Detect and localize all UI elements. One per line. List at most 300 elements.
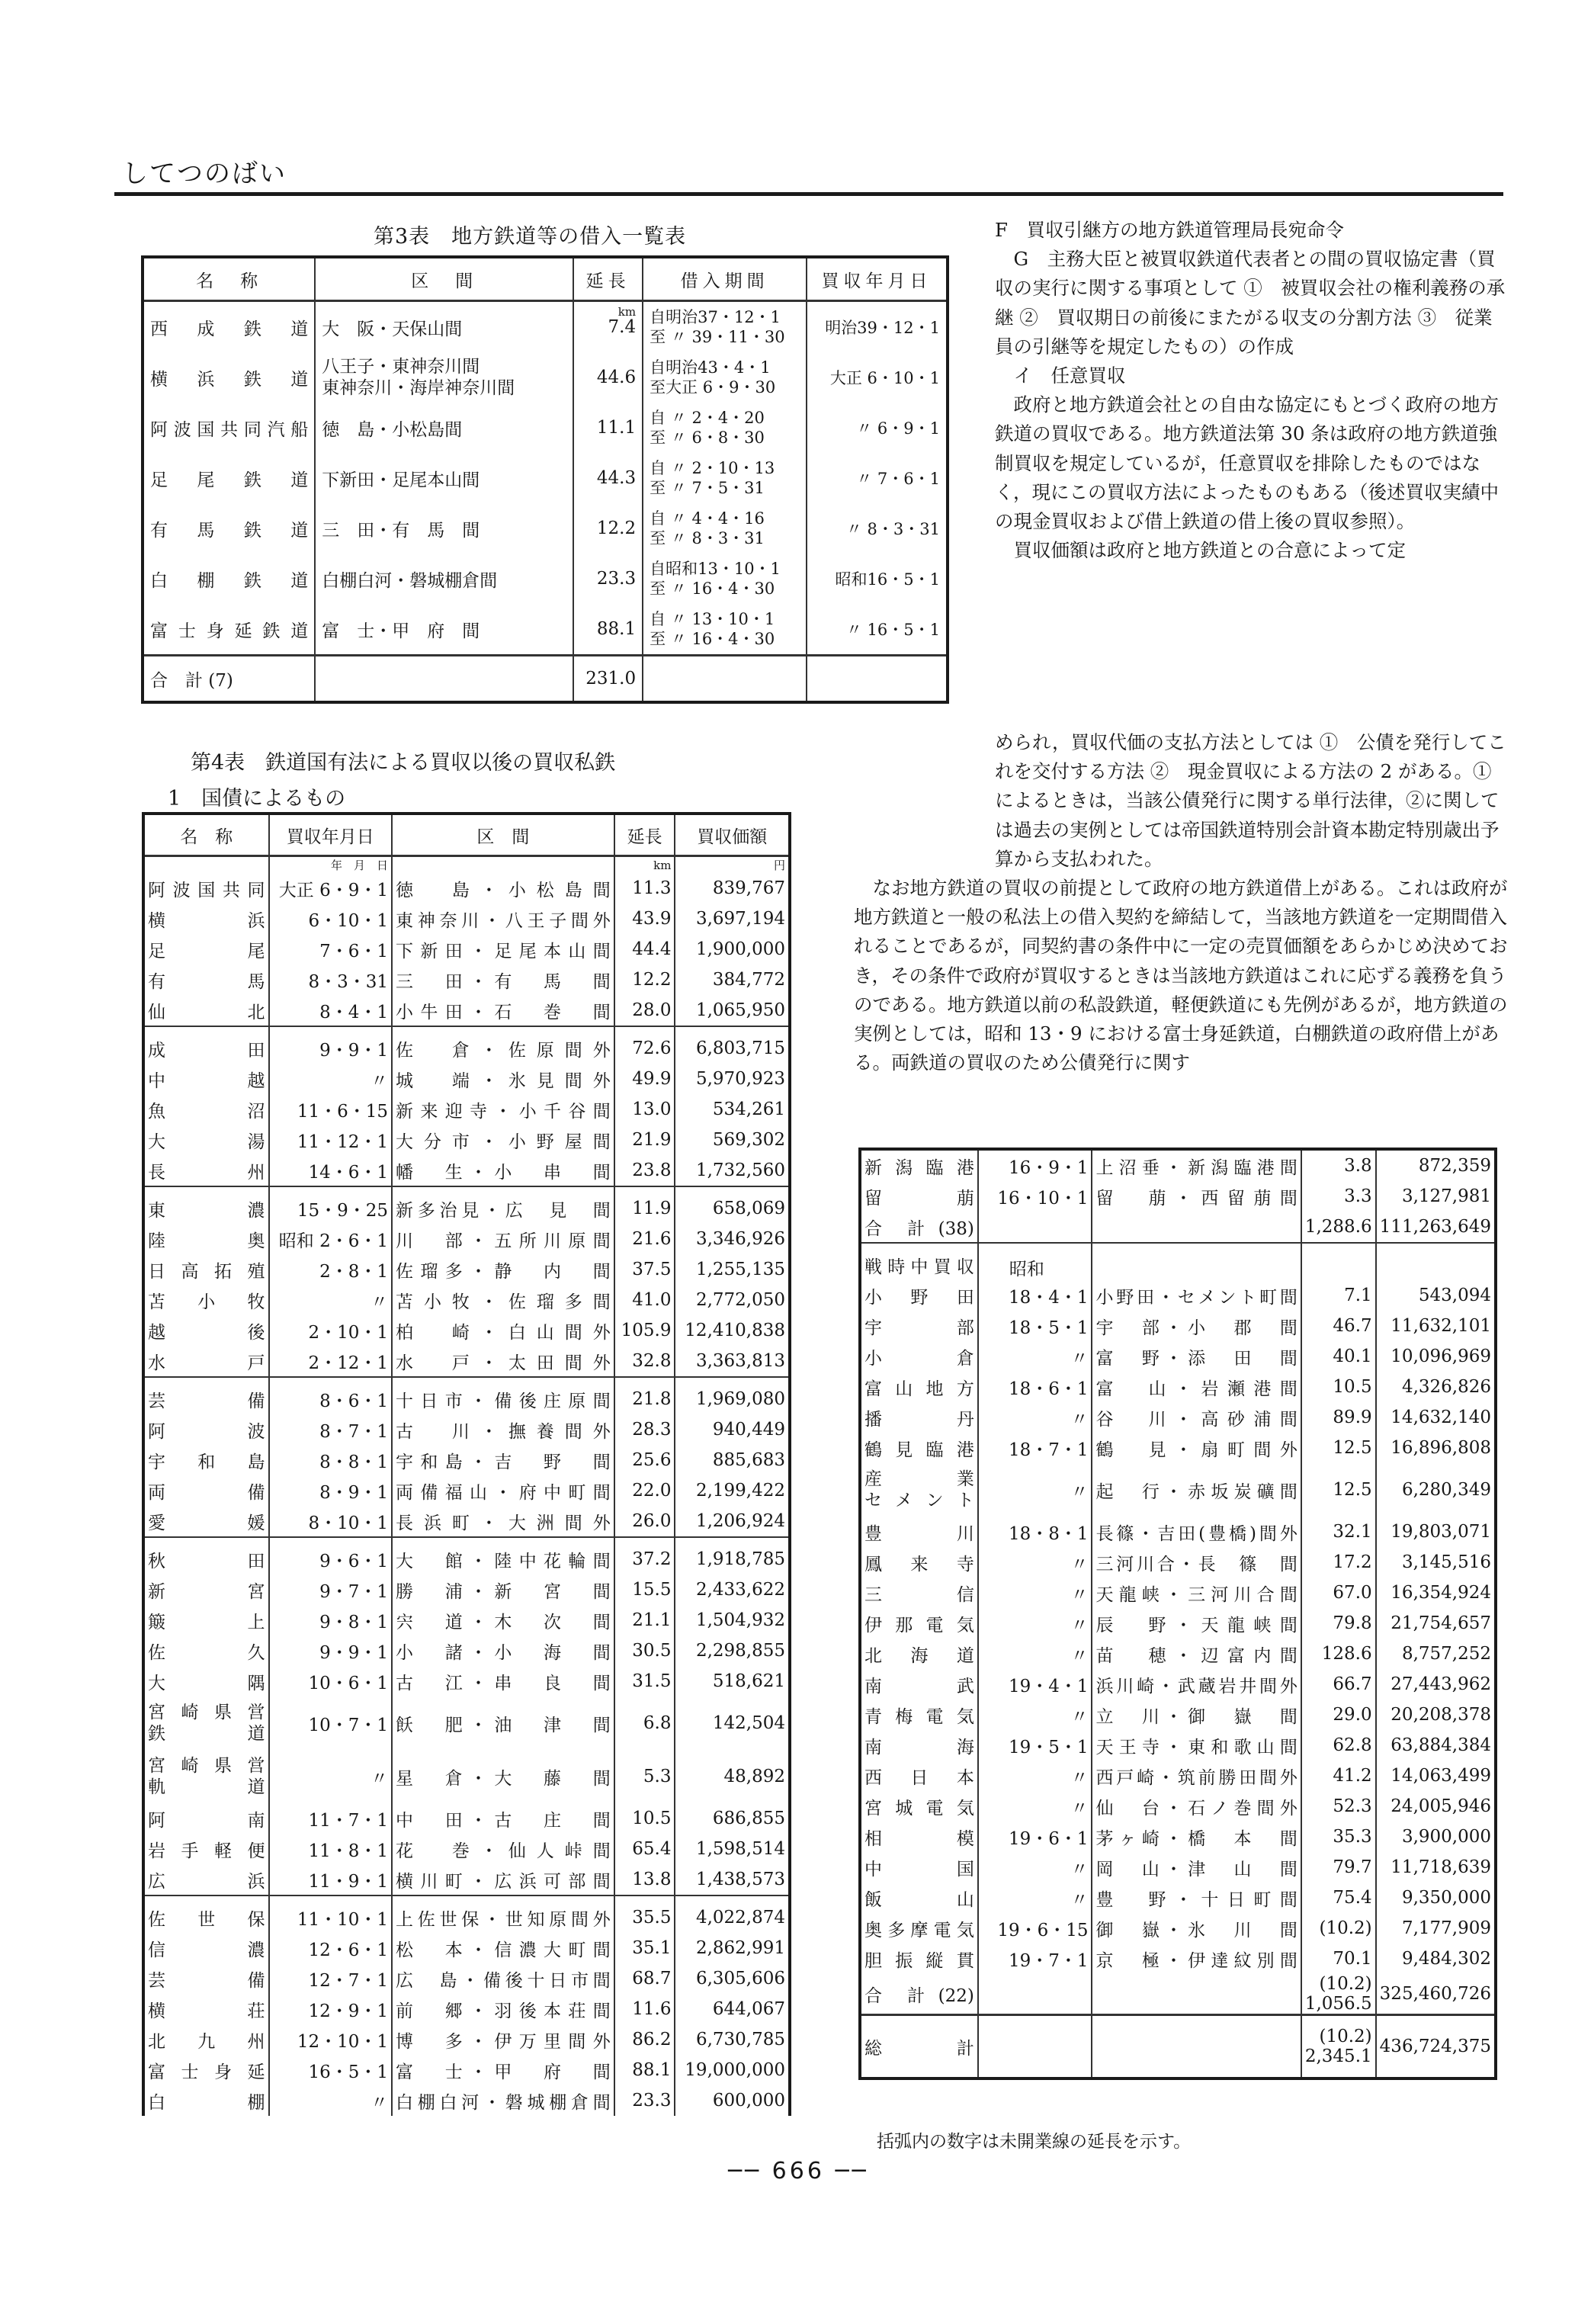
length: 37.2 xyxy=(614,1537,675,1574)
table4-row xyxy=(860,1791,1496,1822)
railway-name: 信 濃 xyxy=(148,1940,265,1960)
section: 上佐世保・世知原間外 xyxy=(392,1895,614,1933)
length: 15.5 xyxy=(614,1574,675,1605)
total-length-cell xyxy=(1301,1212,1376,1243)
paragraph-lease: なお地方鉄道の買収の前提として政府の地方鉄道借上がある。これは政府が地方鉄道と一般の私法上の借入契約を締結して，当該地方鉄道を一定期間借入れることであるが，同契約書の条件中に一定の売買価額をあらかじめ決めておき，その条件で政府が買収するときは当該地方鉄道はこれに応ずる義務を負うのである。地方鉄道以前の私設鉄道，軽便鉄道にも先例があるが，地方鉄道の実例としては，昭和 13・9 における富士身延鉄道，白棚鉄道の政府借上がある。両鉄道の買収のため公債発行に関す xyxy=(854,877,1508,1074)
price: 4,022,874 xyxy=(675,1895,790,1933)
purchase-date: 11・9・1 xyxy=(269,1864,392,1895)
section: 苫小牧・佐瑠多間 xyxy=(392,1285,614,1315)
purchase-date: 〃 7・6・1 xyxy=(807,453,948,503)
purchase-date: 2・10・1 xyxy=(269,1315,392,1346)
purchase-date: 11・7・1 xyxy=(269,1803,392,1834)
price: 63,884,384 xyxy=(1376,1730,1496,1761)
purchase-date: 8・4・1 xyxy=(269,995,392,1026)
railway-name: 成 田 xyxy=(148,1040,265,1061)
railway-name: 愛 媛 xyxy=(148,1513,265,1533)
price: 2,298,855 xyxy=(675,1635,790,1666)
railway-name: 簸 上 xyxy=(148,1612,265,1632)
table4-row xyxy=(860,1700,1496,1730)
table3 xyxy=(141,255,949,704)
table4-row xyxy=(143,1750,790,1803)
length-cell xyxy=(573,352,643,403)
length: 12.2 xyxy=(596,518,637,538)
purchase-date: 16・9・1 xyxy=(978,1149,1092,1181)
length: 89.9 xyxy=(1301,1402,1376,1433)
table4-row xyxy=(860,1761,1496,1791)
railway-name: 白棚鉄道 xyxy=(143,554,315,604)
table4-row xyxy=(860,1433,1496,1463)
section: 宍 道・木 次 間 xyxy=(392,1605,614,1635)
section: 京 極・伊達紋別間 xyxy=(1092,1944,1301,1974)
railway-name: 北海道 xyxy=(864,1645,974,1666)
table4-row xyxy=(860,1372,1496,1402)
railway-name: 鶴見臨港 xyxy=(864,1440,974,1460)
table4-row xyxy=(143,1285,790,1315)
table4-row xyxy=(860,1913,1496,1944)
railway-name-cell xyxy=(860,1463,978,1517)
section: 苗 穂・辺富内間 xyxy=(1092,1639,1301,1669)
table4-total-row xyxy=(860,1212,1496,1243)
table3-row xyxy=(143,352,948,403)
length: 62.8 xyxy=(1301,1730,1376,1761)
length: 41.2 xyxy=(1301,1761,1376,1791)
section: 柏 崎・白山間外 xyxy=(392,1315,614,1346)
railway-name: 青梅電気 xyxy=(864,1706,974,1727)
section: 佐瑠多・静 内 間 xyxy=(392,1254,614,1285)
railway-name-cell xyxy=(143,1315,269,1346)
table4-row xyxy=(860,1608,1496,1639)
length-cell xyxy=(573,453,643,503)
railway-name: 南 海 xyxy=(864,1737,974,1757)
period-from: 自 〃 13・10・1 xyxy=(650,610,775,628)
table4-row xyxy=(860,1280,1496,1311)
table4-row xyxy=(143,1834,790,1864)
section: 富 野・添 田 間 xyxy=(1092,1341,1301,1372)
length: 7.4 xyxy=(608,317,637,337)
length: 6.8 xyxy=(614,1696,675,1750)
section: 小牛田・石 巻 間 xyxy=(392,995,614,1026)
price: 24,005,946 xyxy=(1376,1791,1496,1822)
length: 11.9 xyxy=(614,1186,675,1224)
section: 宇和島・吉 野 間 xyxy=(392,1445,614,1475)
table4-row xyxy=(143,1963,790,1994)
price: 1,732,560 xyxy=(675,1155,790,1186)
length: 88.1 xyxy=(596,619,637,639)
purchase-date: 19・6・1 xyxy=(978,1822,1092,1852)
section: 幡 生・小 串 間 xyxy=(392,1155,614,1186)
section: 前 郷・羽後本荘間 xyxy=(392,1994,614,2024)
period-to: 至 〃 16・4・30 xyxy=(650,630,775,648)
railway-name-cell xyxy=(143,1834,269,1864)
table4-row xyxy=(143,1537,790,1574)
section: 天龍峡・三河川合間 xyxy=(1092,1578,1301,1608)
table3-total-row xyxy=(143,656,948,703)
length: 5.3 xyxy=(614,1750,675,1803)
total-label: 合 計 (38) xyxy=(860,1212,978,1243)
price: 10,096,969 xyxy=(1376,1341,1496,1372)
purchase-date: 〃 xyxy=(978,1761,1092,1791)
table4-col-price: 買収価額 xyxy=(675,814,790,856)
purchase-date: 〃 xyxy=(978,1341,1092,1372)
unopened-length: (10.2) xyxy=(1319,2027,1372,2046)
railway-name-cell xyxy=(143,1346,269,1377)
page-number-value: 666 xyxy=(771,2158,825,2184)
price: 569,302 xyxy=(675,1125,790,1155)
section: 中 田・古 庄 間 xyxy=(392,1803,614,1834)
price: 11,718,639 xyxy=(1376,1852,1496,1883)
railway-name-cell xyxy=(860,1669,978,1700)
length: 26.0 xyxy=(614,1506,675,1537)
total-price: 325,460,726 xyxy=(1376,1974,1496,2015)
unit-km: km xyxy=(614,856,675,874)
period-from: 自明治37・12・1 xyxy=(650,308,781,326)
railway-name-cell xyxy=(143,1186,269,1224)
railway-name: 伊那電気 xyxy=(864,1615,974,1635)
price: 3,127,981 xyxy=(1376,1181,1496,1212)
table4-row xyxy=(143,1696,790,1750)
price: 3,346,926 xyxy=(675,1224,790,1254)
section-cell xyxy=(315,554,573,604)
purchase-date: 〃 xyxy=(978,1547,1092,1578)
price: 534,261 xyxy=(675,1094,790,1125)
purchase-date: 8・7・1 xyxy=(269,1414,392,1445)
railway-name-cell xyxy=(143,1414,269,1445)
total-length: 1,288.6 xyxy=(1304,1217,1372,1237)
section: 佐 倉・佐原間外 xyxy=(392,1026,614,1064)
table4-row xyxy=(860,1822,1496,1852)
section: 長篠・吉田(豊橋)間外 xyxy=(1092,1517,1301,1547)
length: 70.1 xyxy=(1301,1944,1376,1974)
total-length: 1,056.5 xyxy=(1304,1994,1372,2014)
empty-cell xyxy=(978,2015,1092,2079)
purchase-date: 8・6・1 xyxy=(269,1377,392,1414)
length: 86.2 xyxy=(614,2024,675,2055)
period-from: 自昭和13・10・1 xyxy=(650,560,781,578)
price: 4,326,826 xyxy=(1376,1372,1496,1402)
length: 88.1 xyxy=(614,2055,675,2085)
table4-row xyxy=(143,1414,790,1445)
length: 30.5 xyxy=(614,1635,675,1666)
period-from: 自明治43・4・1 xyxy=(650,358,771,377)
railway-name: 小野田 xyxy=(864,1287,974,1308)
purchase-date: 15・9・25 xyxy=(269,1186,392,1224)
section: 白棚白河・磐城棚倉間 xyxy=(322,570,498,591)
railway-name-cell xyxy=(143,1254,269,1285)
purchase-date: 9・6・1 xyxy=(269,1537,392,1574)
railway-name-cell xyxy=(860,1547,978,1578)
railway-name: 小 倉 xyxy=(864,1348,974,1369)
purchase-date: 12・10・1 xyxy=(269,2024,392,2055)
price: 1,918,785 xyxy=(675,1537,790,1574)
paragraph-voluntary: 政府と地方鉄道会社との自由な協定にもとづく政府の地方鉄道の買収である。地方鉄道法第 30 条は政府の地方鉄道強制買収を規定しているが，任意買収を排除したものではなく，現にこの買収方法によったものもある（後述買収実績中の現金買収および借上鉄道の借上後の買収参照）。 xyxy=(995,393,1500,533)
purchase-date: 14・6・1 xyxy=(269,1155,392,1186)
railway-name: 阿 波 xyxy=(148,1421,265,1442)
price: 1,255,135 xyxy=(675,1254,790,1285)
table4-row xyxy=(143,2024,790,2055)
railway-name: 佐世保 xyxy=(148,1909,265,1930)
railway-name: 阿波国共同 xyxy=(148,880,265,900)
length: 21.9 xyxy=(614,1125,675,1155)
purchase-date: 18・6・1 xyxy=(978,1372,1092,1402)
table4-row xyxy=(143,1377,790,1414)
section: 八王子・東神奈川間 xyxy=(322,357,480,377)
empty-cell xyxy=(1376,1243,1496,1280)
railway-name-cell xyxy=(860,1280,978,1311)
length: 79.8 xyxy=(1301,1608,1376,1639)
railway-name-cell xyxy=(143,1666,269,1696)
section-cell xyxy=(315,403,573,453)
table4-row xyxy=(860,1463,1496,1517)
table4-row xyxy=(860,1944,1496,1974)
table3-header-row xyxy=(143,257,948,301)
purchase-date: 〃 xyxy=(978,1463,1092,1517)
table4-row xyxy=(143,1666,790,1696)
railway-name-cell xyxy=(860,1700,978,1730)
empty-cell xyxy=(807,656,948,703)
purchase-date: 8・8・1 xyxy=(269,1445,392,1475)
price: 14,063,499 xyxy=(1376,1761,1496,1791)
table4-col-section: 区 間 xyxy=(392,814,614,856)
purchase-date: 〃 xyxy=(978,1639,1092,1669)
railway-name: 三 信 xyxy=(864,1584,974,1605)
length: 75.4 xyxy=(1301,1883,1376,1913)
section: 横川町・広浜可部間 xyxy=(392,1864,614,1895)
purchase-date: 11・10・1 xyxy=(269,1895,392,1933)
length: 49.9 xyxy=(614,1064,675,1094)
railway-name: 播 丹 xyxy=(864,1409,974,1430)
table4-row xyxy=(143,1094,790,1125)
length: 105.9 xyxy=(614,1315,675,1346)
length: 66.7 xyxy=(1301,1669,1376,1700)
length: 37.5 xyxy=(614,1254,675,1285)
table3-row xyxy=(143,403,948,453)
purchase-date: 12・9・1 xyxy=(269,1994,392,2024)
price: 48,892 xyxy=(675,1750,790,1803)
railway-name-cell xyxy=(143,873,269,904)
section: 谷 川・高砂浦間 xyxy=(1092,1402,1301,1433)
railway-name: 宮崎県営 xyxy=(148,1703,265,1722)
length: 68.7 xyxy=(614,1963,675,1994)
period-to: 至大正 6・9・30 xyxy=(650,378,776,396)
total-length-cell xyxy=(1301,2015,1376,2079)
purchase-date: 9・9・1 xyxy=(269,1026,392,1064)
railway-name-cell xyxy=(860,1311,978,1341)
table4-row xyxy=(143,1315,790,1346)
purchase-date: 18・4・1 xyxy=(978,1280,1092,1311)
section: 留 萠・西留萠間 xyxy=(1092,1181,1301,1212)
total-length: 2,345.1 xyxy=(1304,2046,1372,2066)
table4-row xyxy=(143,1186,790,1224)
table4-row xyxy=(860,1852,1496,1883)
table4-total-row xyxy=(860,1974,1496,2015)
table4-row xyxy=(860,1181,1496,1212)
railway-name-cell xyxy=(143,1537,269,1574)
railway-name: 豊 川 xyxy=(864,1523,974,1544)
table3-title: 第3表 地方鉄道等の借入一覧表 xyxy=(374,225,687,249)
purchase-date: 18・8・1 xyxy=(978,1517,1092,1547)
price: 12,410,838 xyxy=(675,1315,790,1346)
table4-row xyxy=(143,1224,790,1254)
length: 23.3 xyxy=(614,2085,675,2116)
railway-name: 中 国 xyxy=(864,1859,974,1879)
period-cell xyxy=(643,403,807,453)
length: (10.2) xyxy=(1301,1913,1376,1944)
price: 686,855 xyxy=(675,1803,790,1834)
purchase-date: 〃 xyxy=(978,1791,1092,1822)
table4-row xyxy=(860,1149,1496,1181)
section-cell xyxy=(315,453,573,503)
length: 23.8 xyxy=(614,1155,675,1186)
purchase-date: 16・10・1 xyxy=(978,1181,1092,1212)
railway-name: 苫小牧 xyxy=(148,1292,265,1312)
railway-name: 日高拓殖 xyxy=(148,1261,265,1282)
railway-name-cell xyxy=(143,965,269,995)
table4-row xyxy=(860,1341,1496,1372)
table4-row xyxy=(143,2055,790,2085)
length: 52.3 xyxy=(1301,1791,1376,1822)
railway-name-cell xyxy=(860,1791,978,1822)
length: 28.0 xyxy=(614,995,675,1026)
length-cell xyxy=(573,403,643,453)
railway-name-cell xyxy=(143,1506,269,1537)
table3-col-section: 区 間 xyxy=(315,257,573,301)
table4-row xyxy=(143,1155,790,1186)
purchase-date: 〃 6・9・1 xyxy=(807,403,948,453)
footnote: 括弧内の数字は未開業線の延長を示す。 xyxy=(877,2132,1192,2152)
table4-row xyxy=(143,873,790,904)
table4-units-row xyxy=(143,856,790,874)
section: 鶴 見・扇町間外 xyxy=(1092,1433,1301,1463)
length: 32.8 xyxy=(614,1346,675,1377)
price: 5,970,923 xyxy=(675,1064,790,1094)
purchase-date: 11・8・1 xyxy=(269,1834,392,1864)
price: 19,000,000 xyxy=(675,2055,790,2085)
wartime-label: 戦時中買収 xyxy=(860,1243,978,1280)
length: 11.1 xyxy=(596,418,637,438)
table4-row xyxy=(143,1933,790,1963)
purchase-date: 2・12・1 xyxy=(269,1346,392,1377)
section: 松 本・信濃大町間 xyxy=(392,1933,614,1963)
section: 水 戸・太田間外 xyxy=(392,1346,614,1377)
unit-date: 年 月 日 xyxy=(269,856,392,874)
table4-row xyxy=(143,965,790,995)
railway-name-cell xyxy=(143,1064,269,1094)
table3-col-name: 名 称 xyxy=(143,257,315,301)
railway-name: 産 業 xyxy=(864,1469,974,1489)
section: 下新田・足尾本山間 xyxy=(322,470,480,490)
length: 31.5 xyxy=(614,1666,675,1696)
table4-row xyxy=(143,1803,790,1834)
railway-name-cell xyxy=(143,1803,269,1834)
length: 28.3 xyxy=(614,1414,675,1445)
table4-row xyxy=(143,1445,790,1475)
length: 7.1 xyxy=(1301,1280,1376,1311)
period-from: 自 〃 4・4・16 xyxy=(650,509,765,528)
railway-name: 有 馬 xyxy=(148,971,265,992)
empty-cell xyxy=(1301,1243,1376,1280)
length: 29.0 xyxy=(1301,1700,1376,1730)
railway-name: 仙 北 xyxy=(148,1002,265,1022)
header-rule xyxy=(114,192,1503,196)
section: 新来迎寺・小千谷間 xyxy=(392,1094,614,1125)
railway-name: 白 棚 xyxy=(148,2092,265,2113)
railway-name-cell xyxy=(860,1608,978,1639)
purchase-date: 8・9・1 xyxy=(269,1475,392,1506)
price: 3,363,813 xyxy=(675,1346,790,1377)
table4-subtitle: 1 国債によるもの xyxy=(168,787,346,811)
purchase-date: 11・6・15 xyxy=(269,1094,392,1125)
page-number: ── 666 ── xyxy=(728,2158,869,2184)
length: 13.0 xyxy=(614,1094,675,1125)
empty-cell xyxy=(1092,1212,1301,1243)
railway-name: 魚 沼 xyxy=(148,1101,265,1122)
purchase-date: 19・4・1 xyxy=(978,1669,1092,1700)
length: 3.8 xyxy=(1301,1149,1376,1181)
price: 21,754,657 xyxy=(1376,1608,1496,1639)
table4-col-date: 買収年月日 xyxy=(269,814,392,856)
total-label: 合 計 (7) xyxy=(143,656,315,703)
section: 大 館・陸中花輪間 xyxy=(392,1537,614,1574)
length: 11.3 xyxy=(614,873,675,904)
period-to: 至 〃 39・11・30 xyxy=(650,328,785,346)
railway-name-cell xyxy=(860,1944,978,1974)
railway-name-cell xyxy=(143,1155,269,1186)
railway-name: 有馬鉄道 xyxy=(143,503,315,554)
railway-name: 相 模 xyxy=(864,1828,974,1849)
section: 天王寺・東和歌山間 xyxy=(1092,1730,1301,1761)
section: 三河川合・長 篠 間 xyxy=(1092,1547,1301,1578)
table3-row xyxy=(143,604,948,656)
railway-name-2: 軌 道 xyxy=(148,1777,265,1797)
railway-name-cell xyxy=(860,1402,978,1433)
table4-row xyxy=(143,1064,790,1094)
purchase-date: 10・6・1 xyxy=(269,1666,392,1696)
length: 23.3 xyxy=(596,569,637,589)
table4-right xyxy=(858,1148,1497,2080)
period-to: 至 〃 6・8・30 xyxy=(650,429,765,447)
unit-yen: 円 xyxy=(675,856,790,874)
right-column-text-bottom xyxy=(854,728,1509,1077)
empty-cell xyxy=(315,656,573,703)
railway-name-cell xyxy=(860,1433,978,1463)
table4-row xyxy=(860,1883,1496,1913)
length: 21.8 xyxy=(614,1377,675,1414)
railway-name: 飯 山 xyxy=(864,1889,974,1910)
period-from: 自 〃 2・10・13 xyxy=(650,459,775,477)
total-length: 231.0 xyxy=(573,656,643,703)
table4-row xyxy=(143,1254,790,1285)
railway-name-cell xyxy=(860,1639,978,1669)
price: 839,767 xyxy=(675,873,790,904)
section: 徳 島・小松島間 xyxy=(322,419,463,440)
section: 三 田・有 馬 間 xyxy=(392,965,614,995)
railway-name-cell xyxy=(143,1377,269,1414)
railway-name-cell xyxy=(143,1026,269,1064)
section-cell xyxy=(315,604,573,656)
section: 星 倉・大 藤 間 xyxy=(392,1750,614,1803)
railway-name-cell xyxy=(143,1094,269,1125)
price: 19,803,071 xyxy=(1376,1517,1496,1547)
length: 10.5 xyxy=(614,1803,675,1834)
purchase-date: 16・5・1 xyxy=(269,2055,392,2085)
price: 2,772,050 xyxy=(675,1285,790,1315)
section-cell xyxy=(315,301,573,353)
railway-name: 佐 久 xyxy=(148,1642,265,1663)
railway-name-cell xyxy=(143,1285,269,1315)
railway-name: 富士身延 xyxy=(148,2062,265,2082)
section: 古 川・撫養間外 xyxy=(392,1414,614,1445)
price: 9,350,000 xyxy=(1376,1883,1496,1913)
